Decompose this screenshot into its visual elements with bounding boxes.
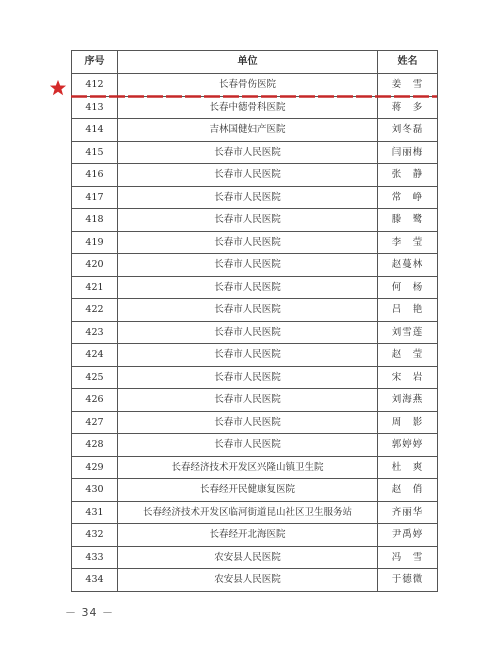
header-unit: 单位	[118, 51, 378, 74]
cell-name: 张 静	[378, 164, 438, 187]
cell-unit: 长春市人民医院	[118, 276, 378, 299]
table-body	[72, 74, 438, 592]
cell-number: 415	[72, 141, 118, 164]
cell-name: 李 莹	[378, 231, 438, 254]
table-header-row	[72, 51, 438, 74]
cell-unit: 长春市人民医院	[118, 389, 378, 412]
table-row	[72, 501, 438, 524]
table-row	[72, 164, 438, 187]
cell-number: 423	[72, 321, 118, 344]
table-row	[72, 411, 438, 434]
table-row	[72, 479, 438, 502]
cell-unit: 长春中德骨科医院	[118, 96, 378, 119]
cell-number: 413	[72, 96, 118, 119]
cell-number: 428	[72, 434, 118, 457]
table-row	[72, 344, 438, 367]
cell-name: 宋 岩	[378, 366, 438, 389]
cell-name: 常 峥	[378, 186, 438, 209]
cell-unit: 长春市人民医院	[118, 299, 378, 322]
cell-unit: 长春市人民医院	[118, 344, 378, 367]
cell-number: 434	[72, 569, 118, 592]
cell-number: 433	[72, 546, 118, 569]
cell-number: 412	[72, 74, 118, 97]
cell-name: 尹禹婷	[378, 524, 438, 547]
cell-unit: 长春市人民医院	[118, 321, 378, 344]
cell-name: 何 杨	[378, 276, 438, 299]
cell-unit: 长春骨伤医院	[118, 74, 378, 97]
cell-number: 431	[72, 501, 118, 524]
cell-name: 刘冬磊	[378, 119, 438, 142]
cell-unit: 长春经济技术开发区兴隆山镇卫生院	[118, 456, 378, 479]
cell-number: 425	[72, 366, 118, 389]
cell-unit: 农安县人民医院	[118, 546, 378, 569]
cell-unit: 长春市人民医院	[118, 231, 378, 254]
star-icon	[49, 79, 67, 97]
table-row	[72, 141, 438, 164]
cell-number: 429	[72, 456, 118, 479]
table-row	[72, 231, 438, 254]
cell-unit: 长春市人民医院	[118, 434, 378, 457]
cell-unit: 长春市人民医院	[118, 209, 378, 232]
table-row	[72, 96, 438, 119]
cell-unit: 长春市人民医院	[118, 411, 378, 434]
header-name: 姓名	[378, 51, 438, 74]
cell-unit: 长春市人民医院	[118, 366, 378, 389]
table-row	[72, 209, 438, 232]
cell-number: 421	[72, 276, 118, 299]
cell-number: 426	[72, 389, 118, 412]
cell-name: 姜 雪	[378, 74, 438, 97]
cell-name: 赵蔓林	[378, 254, 438, 277]
page-number: － 34 －	[65, 606, 114, 619]
cell-number: 414	[72, 119, 118, 142]
table-row	[72, 186, 438, 209]
cell-name: 刘雪莲	[378, 321, 438, 344]
cell-number: 417	[72, 186, 118, 209]
cell-name: 刘海燕	[378, 389, 438, 412]
table-row	[72, 366, 438, 389]
highlight-dashed-rule	[71, 95, 437, 98]
table-row	[72, 569, 438, 592]
cell-name: 郭婷婷	[378, 434, 438, 457]
table-row	[72, 524, 438, 547]
cell-unit: 长春市人民医院	[118, 254, 378, 277]
cell-number: 424	[72, 344, 118, 367]
table-row	[72, 254, 438, 277]
cell-name: 冯 雪	[378, 546, 438, 569]
cell-unit: 长春经开北海医院	[118, 524, 378, 547]
cell-name: 吕 艳	[378, 299, 438, 322]
header-number: 序号	[72, 51, 118, 74]
cell-unit: 长春经济技术开发区临河街道昆山社区卫生服务站	[118, 501, 378, 524]
cell-unit: 长春市人民医院	[118, 164, 378, 187]
cell-name: 闫丽梅	[378, 141, 438, 164]
table-row	[72, 119, 438, 142]
table-row	[72, 321, 438, 344]
cell-unit: 农安县人民医院	[118, 569, 378, 592]
cell-name: 赵 莹	[378, 344, 438, 367]
cell-name: 于德微	[378, 569, 438, 592]
cell-unit: 长春市人民医院	[118, 141, 378, 164]
table-row	[72, 456, 438, 479]
cell-number: 416	[72, 164, 118, 187]
cell-number: 422	[72, 299, 118, 322]
cell-unit: 长春市人民医院	[118, 186, 378, 209]
table-row	[72, 389, 438, 412]
cell-name: 滕 鹭	[378, 209, 438, 232]
cell-unit: 长春经开民健康复医院	[118, 479, 378, 502]
cell-name: 周 影	[378, 411, 438, 434]
cell-name: 赵 俏	[378, 479, 438, 502]
table-row	[72, 434, 438, 457]
cell-number: 432	[72, 524, 118, 547]
roster-table	[71, 50, 438, 592]
cell-number: 420	[72, 254, 118, 277]
cell-name: 杜 爽	[378, 456, 438, 479]
cell-number: 418	[72, 209, 118, 232]
cell-name: 齐丽华	[378, 501, 438, 524]
table-row	[72, 299, 438, 322]
cell-name: 蒋 多	[378, 96, 438, 119]
table-row	[72, 74, 438, 97]
table-row	[72, 276, 438, 299]
table-row	[72, 546, 438, 569]
cell-number: 427	[72, 411, 118, 434]
cell-unit: 吉林国健妇产医院	[118, 119, 378, 142]
cell-number: 419	[72, 231, 118, 254]
cell-number: 430	[72, 479, 118, 502]
